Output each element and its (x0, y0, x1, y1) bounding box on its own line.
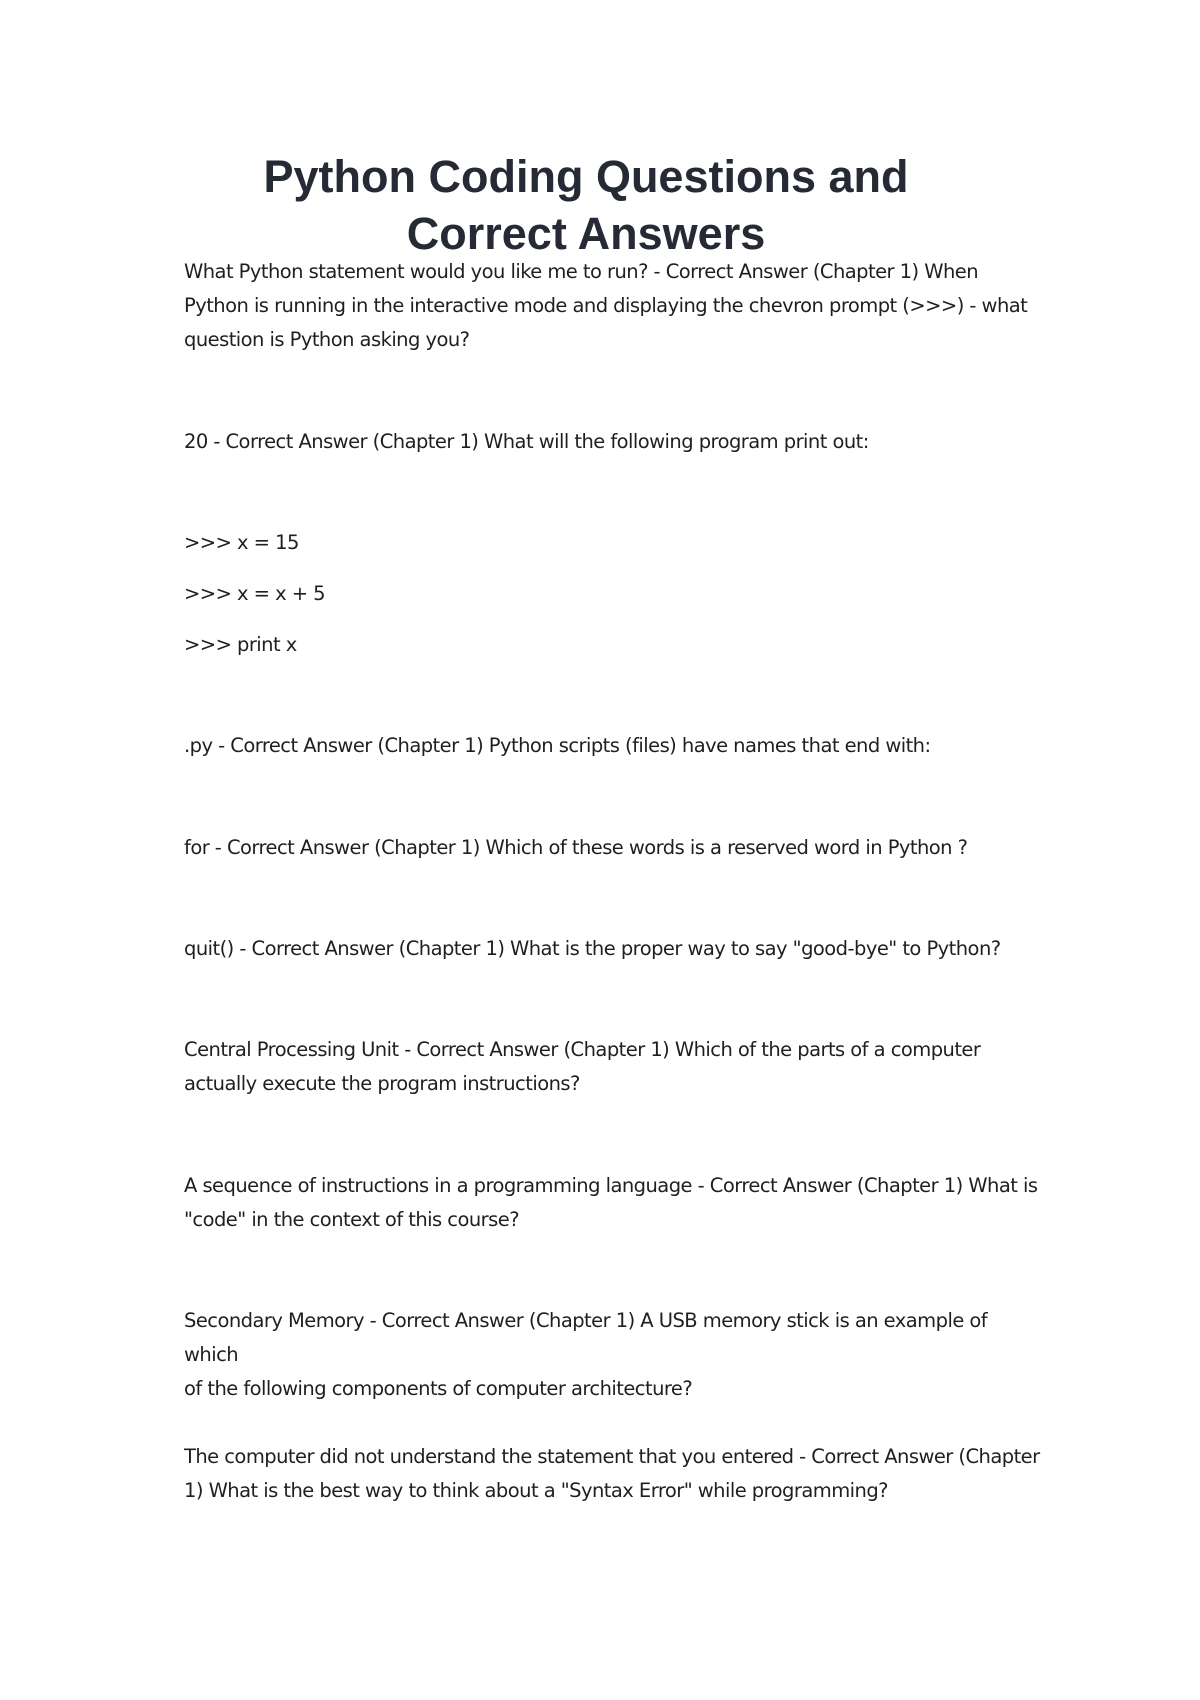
entry-line: What Python statement would you like me to run? - Correct Answer (Chapter 1) When (184, 260, 979, 283)
entry-line: Secondary Memory - Correct Answer (Chapter 1) A USB memory stick is an example of which (184, 1309, 988, 1366)
entry-line: A sequence of instructions in a programming language - Correct Answer (Chapter 1) What is (184, 1174, 1038, 1197)
title-line-1: Python Coding Questions and (263, 151, 909, 202)
code-line: >>> x = x + 5 (184, 582, 326, 605)
code-line: >>> print x (184, 633, 297, 656)
entry-line: question is Python asking you? (184, 328, 470, 351)
qa-entry (184, 932, 1044, 966)
document-title (186, 148, 986, 262)
entry-line: for - Correct Answer (Chapter 1) Which of these words is a reserved word in Python ? (184, 836, 968, 859)
qa-entry (184, 255, 1044, 357)
entry-line: "code" in the context of this course? (184, 1208, 519, 1231)
qa-entry (184, 1033, 1044, 1101)
title-line-2: Correct Answers (406, 208, 766, 259)
entry-line: actually execute the program instructions? (184, 1072, 580, 1095)
entry-line: quit() - Correct Answer (Chapter 1) What is the proper way to say "good-bye" to Python? (184, 937, 1001, 960)
qa-entry (184, 1440, 1044, 1508)
entry-line: 1) What is the best way to think about a "Syntax Error" while programming? (184, 1479, 888, 1502)
code-line: >>> x = 15 (184, 531, 299, 554)
qa-entry (184, 729, 1044, 763)
entry-line: of the following components of computer architecture? (184, 1377, 693, 1400)
entry-line: .py - Correct Answer (Chapter 1) Python scripts (files) have names that end with: (184, 734, 931, 757)
entry-line: 20 - Correct Answer (Chapter 1) What will the following program print out: (184, 430, 869, 453)
qa-entry (184, 831, 1044, 865)
qa-entry (184, 1169, 1044, 1237)
qa-entry (184, 425, 1044, 459)
entry-line: Central Processing Unit - Correct Answer (Chapter 1) Which of the parts of a computer (184, 1038, 981, 1061)
entry-line: Python is running in the interactive mode and displaying the chevron prompt (>>>) - what (184, 294, 1028, 317)
entry-line: The computer did not understand the statement that you entered - Correct Answer (Chapter (184, 1445, 1040, 1468)
qa-entry (184, 1304, 1044, 1406)
